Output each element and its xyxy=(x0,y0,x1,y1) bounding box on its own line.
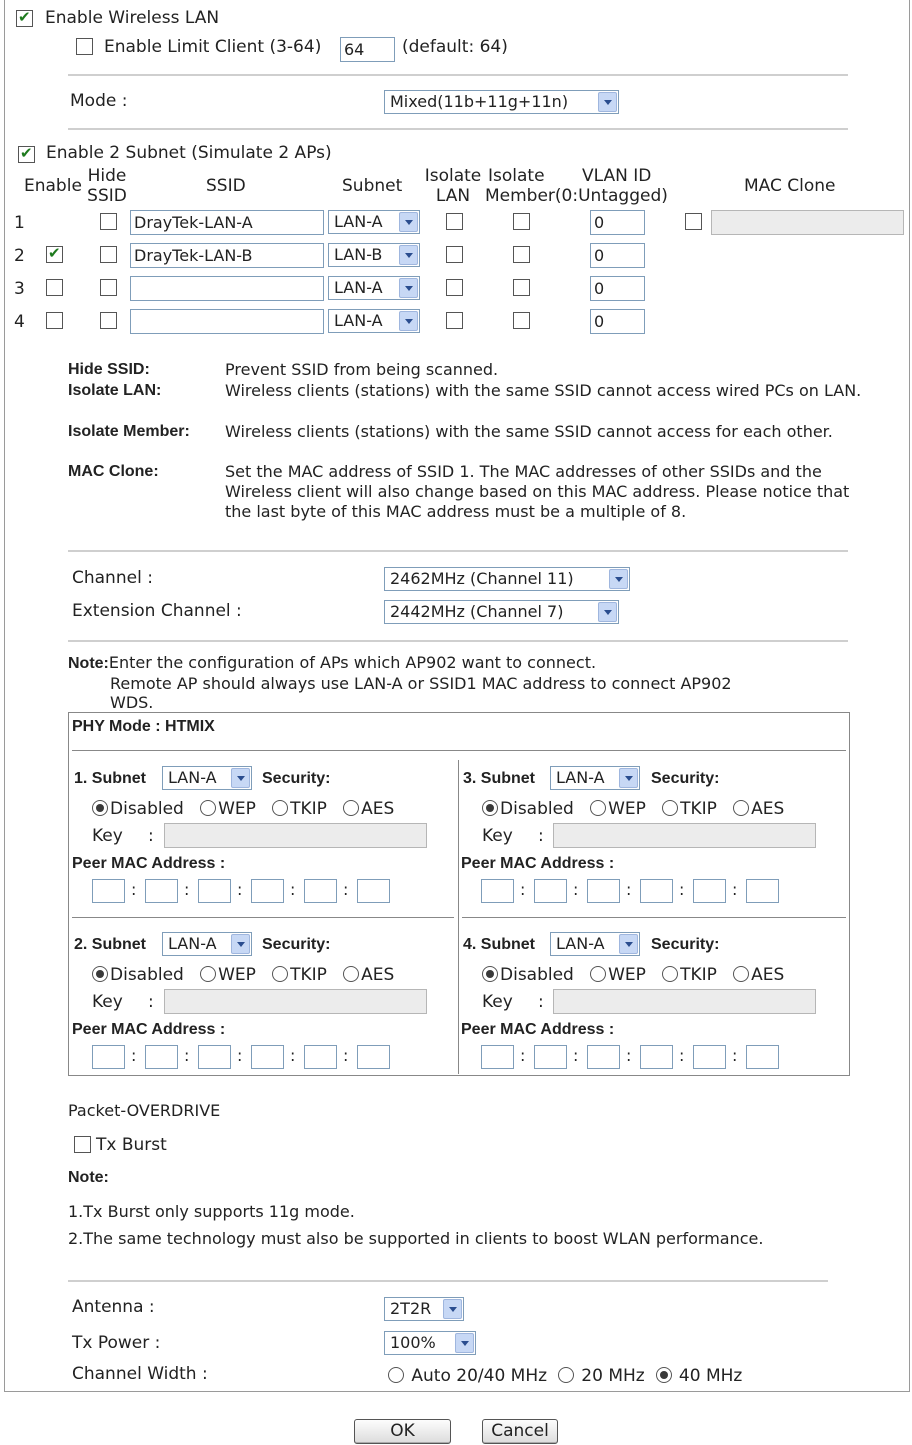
mac-octet-input[interactable] xyxy=(481,1045,514,1069)
vlan-id-input[interactable]: 0 xyxy=(590,243,645,268)
mac-octet-input[interactable] xyxy=(693,1045,726,1069)
radio-label: TKIP xyxy=(290,799,327,819)
divider xyxy=(68,128,848,130)
enable-2-subnet-label: Enable 2 Subnet (Simulate 2 APs) xyxy=(46,143,332,163)
chevron-down-icon xyxy=(598,92,617,112)
chevron-down-icon xyxy=(619,768,638,788)
mac-octet-input[interactable] xyxy=(145,1045,178,1069)
mac-octet-input[interactable] xyxy=(92,1045,125,1069)
subnet-select[interactable] xyxy=(328,210,420,234)
tx-power-label: Tx Power : xyxy=(72,1333,161,1353)
packet-note-label: Note: xyxy=(68,1169,109,1186)
enable-wireless-lan-checkbox[interactable] xyxy=(16,10,33,27)
mac-separator: : xyxy=(184,1046,190,1065)
extension-channel-label: Extension Channel : xyxy=(72,601,242,621)
mac-octet-input[interactable] xyxy=(304,879,337,903)
hide-ssid-checkbox[interactable] xyxy=(100,279,117,296)
subnet-value: LAN-A xyxy=(334,212,383,231)
chevron-down-icon xyxy=(443,1299,462,1319)
wds-subnet-select[interactable] xyxy=(550,766,640,790)
phy-mode-label: PHY Mode : HTMIX xyxy=(72,718,215,735)
mac-separator: : xyxy=(520,880,526,899)
vlan-id-input[interactable]: 0 xyxy=(590,309,645,334)
radio-label: WEP xyxy=(218,965,256,985)
divider xyxy=(68,74,848,76)
mac-octet-input[interactable] xyxy=(357,879,390,903)
radio-label: Disabled xyxy=(110,799,184,819)
key-colon: : xyxy=(148,992,154,1012)
wds-note-label: Note: xyxy=(68,655,109,672)
key-label: Key xyxy=(92,826,123,846)
key-label: Key xyxy=(92,992,123,1012)
col-mac-clone-header: MAC Clone xyxy=(744,176,836,196)
enable-2-subnet-checkbox[interactable] xyxy=(18,146,35,163)
chevron-down-icon xyxy=(399,311,418,331)
mac-separator: : xyxy=(679,880,685,899)
mac-separator: : xyxy=(290,880,296,899)
mac-octet-input[interactable] xyxy=(145,879,178,903)
enable-ssid-checkbox[interactable] xyxy=(46,279,63,296)
desc-label: Isolate Member: xyxy=(68,423,190,440)
subnet-select[interactable] xyxy=(328,276,420,300)
radio-aes[interactable] xyxy=(343,800,359,816)
wds-subnet-value: LAN-A xyxy=(168,934,217,953)
wds-subnet-value: LAN-A xyxy=(556,768,605,787)
mac-separator: : xyxy=(290,1046,296,1065)
desc-text: Set the MAC address of SSID 1. The MAC addresses of other SSIDs and the Wireless client will also change based on this MAC address. Please notice that the last byte of this MAC address must be a multiple of 8. xyxy=(225,462,850,521)
isolate-member-checkbox[interactable] xyxy=(513,312,530,329)
mac-octet-input[interactable] xyxy=(587,879,620,903)
limit-client-input[interactable]: 64 xyxy=(340,37,395,62)
mac-octet-input[interactable] xyxy=(304,1045,337,1069)
chevron-down-icon xyxy=(231,934,250,954)
isolate-member-checkbox[interactable] xyxy=(513,279,530,296)
desc-label: MAC Clone: xyxy=(68,463,159,480)
ssid-input[interactable] xyxy=(130,276,324,301)
enable-wireless-lan-label: Enable Wireless LAN xyxy=(45,8,220,28)
row-index: 3 xyxy=(14,279,25,299)
col-member-vlan-header: Member(0:Untagged) xyxy=(485,186,668,206)
subnet-value: LAN-B xyxy=(334,245,383,264)
antenna-select[interactable] xyxy=(384,1297,464,1321)
wds-note-line2: Remote AP should always use LAN-A or SSID1 MAC address to connect AP902 xyxy=(110,674,732,693)
extension-channel-select[interactable] xyxy=(384,600,619,624)
radio-aes[interactable] xyxy=(343,966,359,982)
radio-tkip[interactable] xyxy=(662,800,678,816)
mac-octet-input[interactable] xyxy=(251,1045,284,1069)
mode-select[interactable] xyxy=(384,90,619,114)
security-radio-group xyxy=(482,965,784,985)
chevron-down-icon xyxy=(399,245,418,265)
chevron-down-icon xyxy=(598,602,617,622)
col-vlan-header-top: VLAN ID xyxy=(582,166,652,186)
mac-separator: : xyxy=(343,1046,349,1065)
radio-label: Disabled xyxy=(500,799,574,819)
desc-text: Wireless clients (stations) with the same SSID cannot access wired PCs on LAN. xyxy=(225,381,862,400)
tx-power-value: 100% xyxy=(390,1333,436,1352)
enable-ssid-checkbox[interactable] xyxy=(46,312,63,329)
wds-subnet-label: 2. Subnet xyxy=(74,936,147,953)
wds-note-line1: Enter the configuration of APs which AP902 want to connect. xyxy=(108,653,597,672)
radio-label: AES xyxy=(751,799,785,819)
radio-disabled[interactable] xyxy=(92,966,108,982)
mac-separator: : xyxy=(732,1046,738,1065)
col-isolate-member-header-top: Isolate xyxy=(488,166,545,186)
mac-separator: : xyxy=(237,1046,243,1065)
radio-label: Auto 20/40 MHz xyxy=(411,1366,548,1386)
chevron-down-icon xyxy=(609,569,628,589)
mac-octet-input[interactable] xyxy=(198,1045,231,1069)
subnet-value: LAN-A xyxy=(334,311,383,330)
channel-select[interactable] xyxy=(384,567,630,591)
radio-tkip[interactable] xyxy=(272,800,288,816)
wds-subnet-value: LAN-A xyxy=(556,934,605,953)
mac-separator: : xyxy=(343,880,349,899)
isolate-member-checkbox[interactable] xyxy=(513,213,530,230)
radio-label: 40 MHz xyxy=(678,1366,743,1386)
divider xyxy=(462,917,846,918)
divider xyxy=(68,640,848,642)
col-isolate-lan-header: Isolate LAN xyxy=(424,166,482,206)
col-enable-header: Enable xyxy=(24,176,82,196)
packet-note-1: 1.Tx Burst only supports 11g mode. xyxy=(68,1202,355,1221)
tx-power-select[interactable] xyxy=(384,1331,476,1355)
wds-subnet-select[interactable] xyxy=(162,766,252,790)
subnet-select[interactable] xyxy=(328,309,420,333)
antenna-value: 2T2R xyxy=(390,1299,432,1318)
mac-clone-checkbox[interactable] xyxy=(685,213,702,230)
mac-separator: : xyxy=(237,880,243,899)
isolate-lan-checkbox[interactable] xyxy=(446,279,463,296)
mode-value: Mixed(11b+11g+11n) xyxy=(390,92,569,111)
mac-separator: : xyxy=(732,880,738,899)
mac-octet-input[interactable] xyxy=(587,1045,620,1069)
channel-width-label: Channel Width : xyxy=(72,1364,208,1384)
isolate-lan-checkbox[interactable] xyxy=(446,213,463,230)
mac-separator: : xyxy=(131,1046,137,1065)
security-radio-group xyxy=(92,799,394,819)
radio-label: WEP xyxy=(218,799,256,819)
ssid-input[interactable]: DrayTek-LAN-A xyxy=(130,210,324,235)
extension-channel-value: 2442MHz (Channel 7) xyxy=(390,602,564,621)
mac-separator: : xyxy=(626,1046,632,1065)
desc-label: Hide SSID: xyxy=(68,361,150,378)
ok-button[interactable]: OK xyxy=(354,1419,451,1444)
ssid-input[interactable]: DrayTek-LAN-B xyxy=(130,243,324,268)
hide-ssid-checkbox[interactable] xyxy=(100,213,117,230)
wds-note xyxy=(68,653,596,673)
divider xyxy=(458,760,459,1074)
radio-label: TKIP xyxy=(680,799,717,819)
cancel-button[interactable]: Cancel xyxy=(482,1419,558,1444)
isolate-member-checkbox[interactable] xyxy=(513,246,530,263)
security-label: Security: xyxy=(262,770,331,787)
channel-label: Channel : xyxy=(72,568,153,588)
radio-label: TKIP xyxy=(680,965,717,985)
key-label: Key xyxy=(482,826,513,846)
limit-client-default: (default: 64) xyxy=(402,37,508,57)
divider xyxy=(68,550,848,552)
desc-text: Prevent SSID from being scanned. xyxy=(225,360,499,379)
wds-subnet-label: 3. Subnet xyxy=(463,770,536,787)
radio-wep[interactable] xyxy=(200,800,216,816)
key-colon: : xyxy=(538,992,544,1012)
mac-octet-input[interactable] xyxy=(693,879,726,903)
wds-subnet-select[interactable] xyxy=(162,932,252,956)
wds-subnet-label: 1. Subnet xyxy=(74,770,147,787)
mac-octet-input[interactable] xyxy=(251,879,284,903)
mac-octet-input[interactable] xyxy=(92,879,125,903)
key-colon: : xyxy=(148,826,154,846)
enable-limit-client-checkbox[interactable] xyxy=(76,38,93,55)
mac-separator: : xyxy=(573,1046,579,1065)
desc-label: Isolate LAN: xyxy=(68,382,162,399)
wds-key-input[interactable] xyxy=(553,823,816,848)
radio-disabled[interactable] xyxy=(482,966,498,982)
mode-label: Mode : xyxy=(70,91,128,111)
vlan-id-input[interactable]: 0 xyxy=(590,210,645,235)
wds-note-line3: WDS. xyxy=(110,693,154,712)
radio-disabled[interactable] xyxy=(482,800,498,816)
radio-20mhz[interactable] xyxy=(558,1367,574,1383)
row-index: 1 xyxy=(14,213,25,233)
isolate-lan-checkbox[interactable] xyxy=(446,312,463,329)
mac-octet-input[interactable] xyxy=(640,1045,673,1069)
radio-wep[interactable] xyxy=(200,966,216,982)
row-index: 4 xyxy=(14,312,25,332)
subnet-select[interactable] xyxy=(328,243,420,267)
isolate-lan-checkbox[interactable] xyxy=(446,246,463,263)
wds-key-input[interactable] xyxy=(164,989,427,1014)
mac-separator: : xyxy=(679,1046,685,1065)
radio-wep[interactable] xyxy=(590,966,606,982)
radio-label: Disabled xyxy=(500,965,574,985)
col-hide-ssid-header: Hide SSID xyxy=(87,166,127,206)
mac-separator: : xyxy=(626,880,632,899)
mac-separator: : xyxy=(184,880,190,899)
key-colon: : xyxy=(538,826,544,846)
mac-separator: : xyxy=(520,1046,526,1065)
radio-tkip[interactable] xyxy=(662,966,678,982)
wds-subnet-select[interactable] xyxy=(550,932,640,956)
channel-value: 2462MHz (Channel 11) xyxy=(390,569,574,588)
key-label: Key xyxy=(482,992,513,1012)
mac-octet-input[interactable] xyxy=(534,879,567,903)
divider xyxy=(68,1280,828,1282)
wds-key-input[interactable] xyxy=(164,823,427,848)
radio-label: TKIP xyxy=(290,965,327,985)
radio-label: AES xyxy=(361,799,395,819)
tx-burst-checkbox[interactable] xyxy=(74,1136,91,1153)
hide-ssid-checkbox[interactable] xyxy=(100,312,117,329)
chevron-down-icon xyxy=(619,934,638,954)
wds-key-input[interactable] xyxy=(553,989,816,1014)
security-label: Security: xyxy=(651,936,720,953)
mac-octet-input[interactable] xyxy=(640,879,673,903)
mac-octet-input[interactable] xyxy=(481,879,514,903)
radio-40mhz[interactable] xyxy=(656,1367,672,1383)
security-radio-group xyxy=(482,799,784,819)
security-label: Security: xyxy=(651,770,720,787)
chevron-down-icon xyxy=(455,1333,474,1353)
mac-octet-input[interactable] xyxy=(198,879,231,903)
mac-clone-input[interactable] xyxy=(711,210,904,235)
radio-aes[interactable] xyxy=(733,800,749,816)
col-subnet-header: Subnet xyxy=(342,176,403,196)
peer-mac-label: Peer MAC Address : xyxy=(461,855,615,872)
radio-tkip[interactable] xyxy=(272,966,288,982)
desc-text: Wireless clients (stations) with the same SSID cannot access for each other. xyxy=(225,422,833,441)
chevron-down-icon xyxy=(399,212,418,232)
enable-limit-client-label: Enable Limit Client (3-64) xyxy=(104,37,322,57)
radio-label: AES xyxy=(751,965,785,985)
divider xyxy=(72,750,846,751)
chevron-down-icon xyxy=(399,278,418,298)
tx-burst-label: Tx Burst xyxy=(96,1135,167,1155)
vlan-id-input[interactable]: 0 xyxy=(590,276,645,301)
peer-mac-label: Peer MAC Address : xyxy=(461,1021,615,1038)
mac-octet-input[interactable] xyxy=(746,879,779,903)
packet-note-2: 2.The same technology must also be supported in clients to boost WLAN performance. xyxy=(68,1229,764,1248)
radio-auto-20-40[interactable] xyxy=(388,1367,404,1383)
wds-subnet-value: LAN-A xyxy=(168,768,217,787)
enable-ssid-checkbox[interactable] xyxy=(46,246,63,263)
ssid-input[interactable] xyxy=(130,309,324,334)
mac-octet-input[interactable] xyxy=(746,1045,779,1069)
radio-aes[interactable] xyxy=(733,966,749,982)
mac-octet-input[interactable] xyxy=(534,1045,567,1069)
radio-label: 20 MHz xyxy=(581,1366,645,1386)
row-index: 2 xyxy=(14,246,25,266)
channel-width-radio-group xyxy=(388,1366,742,1386)
packet-overdrive-title: Packet-OVERDRIVE xyxy=(68,1101,221,1120)
chevron-down-icon xyxy=(231,768,250,788)
hide-ssid-checkbox[interactable] xyxy=(100,246,117,263)
mac-separator: : xyxy=(131,880,137,899)
peer-mac-label: Peer MAC Address : xyxy=(72,1021,226,1038)
radio-wep[interactable] xyxy=(590,800,606,816)
radio-label: AES xyxy=(361,965,395,985)
mac-separator: : xyxy=(573,880,579,899)
radio-disabled[interactable] xyxy=(92,800,108,816)
mac-octet-input[interactable] xyxy=(357,1045,390,1069)
subnet-value: LAN-A xyxy=(334,278,383,297)
security-label: Security: xyxy=(262,936,331,953)
security-radio-group xyxy=(92,965,394,985)
col-ssid-header: SSID xyxy=(206,176,246,196)
divider xyxy=(72,917,454,918)
wds-subnet-label: 4. Subnet xyxy=(463,936,536,953)
radio-label: Disabled xyxy=(110,965,184,985)
antenna-label: Antenna : xyxy=(72,1297,155,1317)
radio-label: WEP xyxy=(608,799,646,819)
radio-label: WEP xyxy=(608,965,646,985)
peer-mac-label: Peer MAC Address : xyxy=(72,855,226,872)
